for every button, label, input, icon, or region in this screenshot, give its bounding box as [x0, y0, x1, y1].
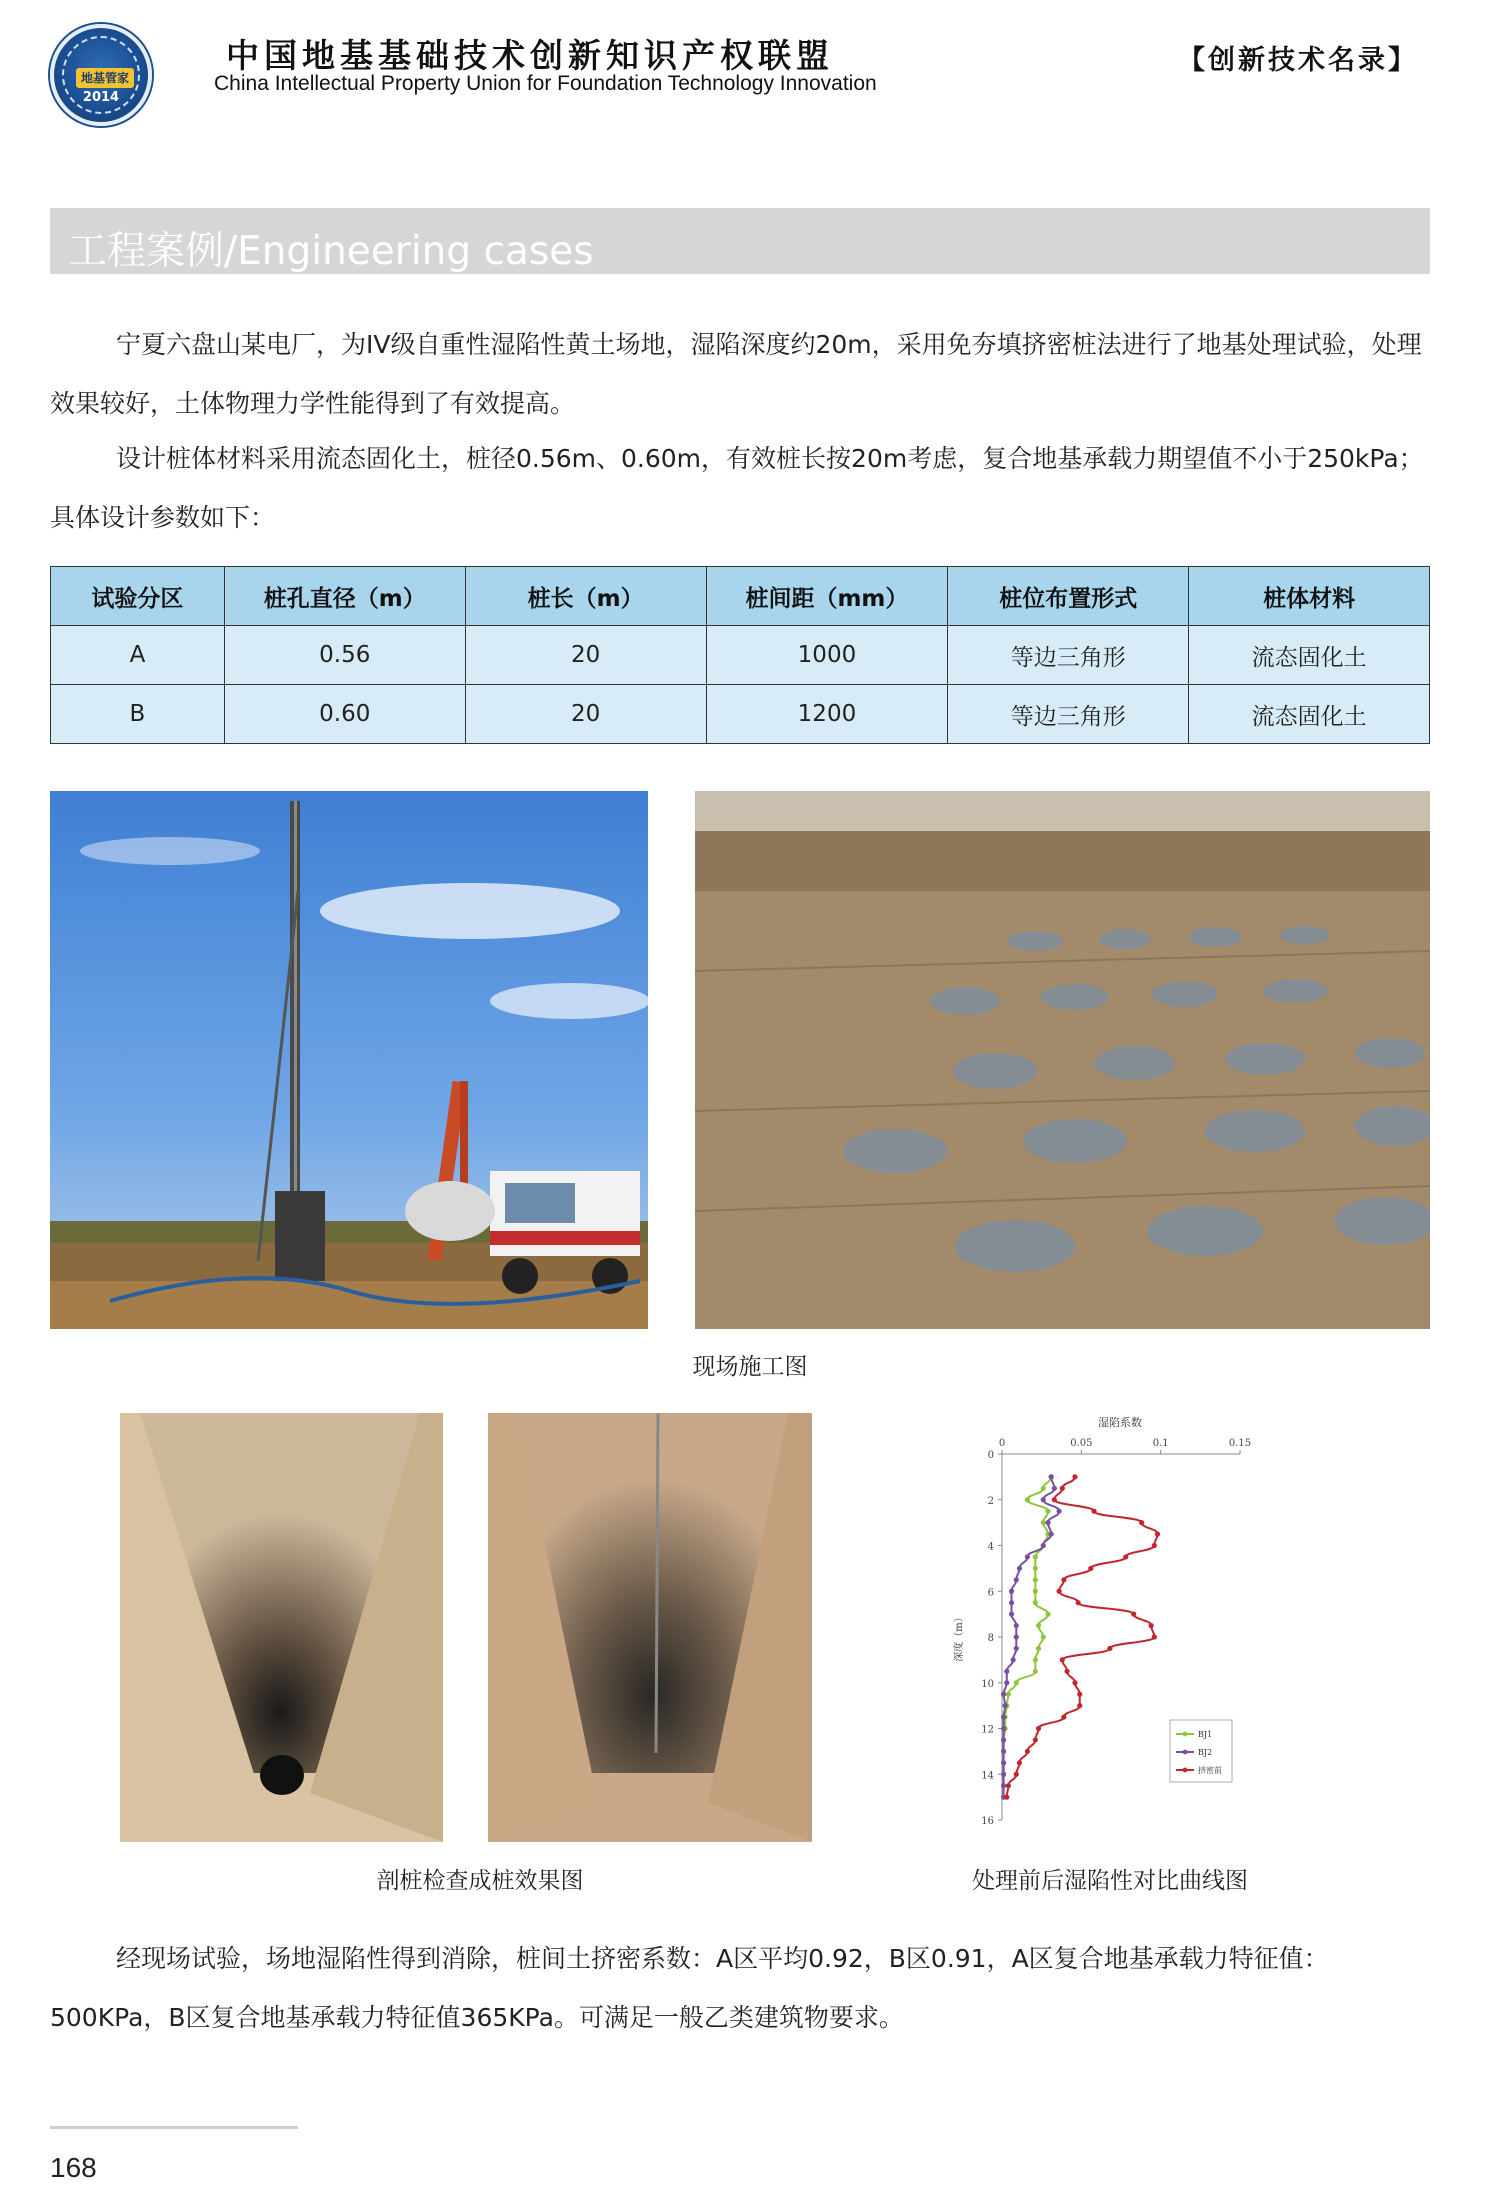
table-cell: 流态固化土 [1189, 626, 1430, 685]
data-point [1045, 1612, 1050, 1617]
data-point [1033, 1554, 1038, 1559]
data-point [1001, 1749, 1006, 1754]
data-point [1149, 1623, 1154, 1628]
legend-marker [1183, 1750, 1188, 1755]
table-cell: A [51, 626, 225, 685]
y-tick-label: 12 [981, 1724, 994, 1736]
data-point [1088, 1566, 1093, 1571]
data-point [1052, 1486, 1057, 1491]
data-point [1001, 1737, 1006, 1742]
data-point [1091, 1509, 1096, 1514]
paragraph-conclusion: 经现场试验，场地湿陷性得到消除，桩间土挤密系数：A区平均0.92，B区0.91，A区复合地基承载力特征值：500KPa，B区复合地基承载力特征值365KPa。可满足一般乙类建筑物要求。 [50, 1944, 1329, 2032]
data-point [1041, 1634, 1046, 1639]
data-point [1004, 1795, 1009, 1800]
data-point [1036, 1726, 1041, 1731]
legend-marker [1183, 1732, 1188, 1737]
table-cell: 20 [465, 685, 706, 744]
data-point [1009, 1612, 1014, 1617]
data-point [1077, 1692, 1082, 1697]
caption-site: 现场施工图 [692, 1354, 808, 1380]
data-point [1064, 1669, 1069, 1674]
org-name-cn: 中国地基基础技术创新知识产权联盟 [226, 36, 834, 75]
section-title: 工程案例/Engineering cases [68, 229, 594, 274]
drilling-rig-illustration [50, 791, 648, 1329]
legend-label: BJ2 [1198, 1748, 1213, 1757]
data-point [1025, 1497, 1030, 1502]
legend-marker [1183, 1768, 1188, 1773]
data-point [1152, 1543, 1157, 1548]
data-point [1072, 1680, 1077, 1685]
data-point [1006, 1692, 1011, 1697]
data-point [1123, 1554, 1128, 1559]
data-point [1033, 1669, 1038, 1674]
alliance-logo [50, 24, 152, 126]
series-line [1007, 1477, 1158, 1797]
data-point [1107, 1646, 1112, 1651]
data-point [1041, 1497, 1046, 1502]
table-header-cell: 桩间距（mm） [706, 567, 948, 626]
data-point [1077, 1703, 1082, 1708]
y-tick-label: 8 [987, 1633, 994, 1644]
data-point [1045, 1509, 1050, 1514]
data-point [1014, 1680, 1019, 1685]
table-row [51, 626, 1430, 685]
data-point [1049, 1474, 1054, 1479]
y-axis-label: 深度（m） [954, 1612, 965, 1662]
x-tick-label: 0.15 [1228, 1438, 1252, 1449]
x-axis-ticks [999, 1438, 1251, 1454]
logo-year: 2014 [82, 90, 120, 105]
data-point [1061, 1577, 1066, 1582]
pile-cut-photo-1 [120, 1413, 443, 1842]
design-parameters-table [50, 566, 1430, 744]
data-point [1009, 1600, 1014, 1605]
data-point [1025, 1554, 1030, 1559]
table-cell: 0.60 [224, 685, 465, 744]
org-name-en: China Intellectual Property Union for Foundation Technology Innovation [214, 72, 877, 95]
caption-curve: 处理前后湿陷性对比曲线图 [972, 1868, 1248, 1894]
data-point [1057, 1589, 1062, 1594]
data-point [1072, 1474, 1077, 1479]
table-cell: 1200 [706, 685, 948, 744]
data-point [1017, 1566, 1022, 1571]
table-header-cell: 试验分区 [51, 567, 225, 626]
y-tick-label: 10 [981, 1678, 994, 1690]
site-photo-drilling-rig [50, 791, 648, 1329]
data-point [1001, 1714, 1006, 1719]
logo-text: 地基管家 [76, 68, 134, 88]
data-point [1006, 1783, 1011, 1788]
data-point [1033, 1657, 1038, 1662]
data-point [1033, 1566, 1038, 1571]
data-point [1033, 1589, 1038, 1594]
data-point [1004, 1680, 1009, 1685]
data-point [1033, 1600, 1038, 1605]
x-tick-label: 0 [998, 1438, 1006, 1449]
data-point [1001, 1692, 1006, 1697]
data-point [1060, 1657, 1065, 1662]
pile-cut-illustration-1 [120, 1413, 443, 1842]
data-point [1017, 1760, 1022, 1765]
data-point [1036, 1623, 1041, 1628]
data-point [1041, 1486, 1046, 1491]
table-header-cell: 桩位布置形式 [948, 567, 1189, 626]
data-point [1009, 1589, 1014, 1594]
pile-heads-illustration [695, 791, 1430, 1329]
y-tick-label: 4 [987, 1541, 994, 1553]
section-tag: 【创新技术名录】 [1178, 45, 1418, 76]
legend-label: BJ1 [1198, 1730, 1213, 1739]
data-point [1131, 1612, 1136, 1617]
table-cell: 等边三角形 [948, 685, 1189, 744]
data-point [1052, 1497, 1057, 1502]
chart-title: 湿陷系数 [1098, 1416, 1142, 1429]
data-point [1001, 1726, 1006, 1731]
data-point [1041, 1520, 1046, 1525]
chart-series [1001, 1474, 1160, 1799]
data-point [1033, 1577, 1038, 1582]
table-header-row [51, 567, 1430, 626]
data-point [1014, 1772, 1019, 1777]
pile-cut-photo-2 [488, 1413, 812, 1842]
data-point [1014, 1646, 1019, 1651]
data-point [1011, 1657, 1016, 1662]
table-cell: 20 [465, 626, 706, 685]
data-point [1049, 1531, 1054, 1536]
table-header-cell: 桩孔直径（m） [224, 567, 465, 626]
y-tick-label: 16 [981, 1816, 994, 1827]
y-tick-label: 2 [987, 1495, 994, 1507]
collapsibility-chart [940, 1402, 1270, 1842]
y-tick-label: 14 [981, 1770, 994, 1782]
table-cell: 1000 [706, 626, 948, 685]
series-line [1004, 1477, 1060, 1797]
data-point [1003, 1703, 1008, 1708]
page-number: 168 [50, 2152, 97, 2183]
site-photo-pile-heads [695, 791, 1430, 1329]
table-cell: 流态固化土 [1189, 685, 1430, 744]
data-point [1014, 1623, 1019, 1628]
data-point [1061, 1714, 1066, 1719]
data-point [1155, 1531, 1160, 1536]
table-row [51, 685, 1430, 744]
data-point [1036, 1646, 1041, 1651]
table-header-cell: 桩长（m） [465, 567, 706, 626]
y-tick-label: 0 [987, 1450, 994, 1461]
data-point [1060, 1486, 1065, 1491]
paragraph-intro: 宁夏六盘山某电厂，为IV级自重性湿陷性黄土场地，湿陷深度约20m，采用免夯填挤密桩法进行了地基处理试验，处理效果较好，土体物理力学性能得到了有效提高。 [50, 330, 1422, 418]
data-point [1057, 1509, 1062, 1514]
data-point [1004, 1669, 1009, 1674]
data-point [1076, 1600, 1081, 1605]
data-point [1152, 1634, 1157, 1639]
y-tick-label: 6 [987, 1587, 994, 1599]
data-point [1025, 1749, 1030, 1754]
table-header-cell: 桩体材料 [1189, 567, 1430, 626]
chart-legend [1170, 1720, 1232, 1782]
section-title-bar [50, 208, 1430, 274]
paragraph-design: 设计桩体材料采用流态固化土，桩径0.56m、0.60m，有效桩长按20m考虑，复合地基承载力期望值不小于250kPa；具体设计参数如下： [50, 444, 1424, 532]
x-tick-label: 0.05 [1070, 1438, 1093, 1449]
table-cell: 0.56 [224, 626, 465, 685]
table-cell: 等边三角形 [948, 626, 1189, 685]
data-point [1014, 1634, 1019, 1639]
y-axis-ticks [981, 1450, 1002, 1827]
pile-cut-illustration-2 [488, 1413, 812, 1842]
data-point [1041, 1543, 1046, 1548]
data-point [1139, 1520, 1144, 1525]
table-cell: B [51, 685, 225, 744]
data-point [1045, 1520, 1050, 1525]
data-point [1001, 1760, 1006, 1765]
data-point [1001, 1772, 1006, 1777]
data-point [1001, 1783, 1006, 1788]
x-tick-label: 0.1 [1152, 1438, 1169, 1449]
footer-rule [50, 2126, 298, 2129]
data-point [1014, 1577, 1019, 1582]
legend-label: 挤密前 [1198, 1766, 1222, 1775]
data-point [1033, 1737, 1038, 1742]
caption-pile: 剖桩检查成桩效果图 [376, 1868, 584, 1894]
